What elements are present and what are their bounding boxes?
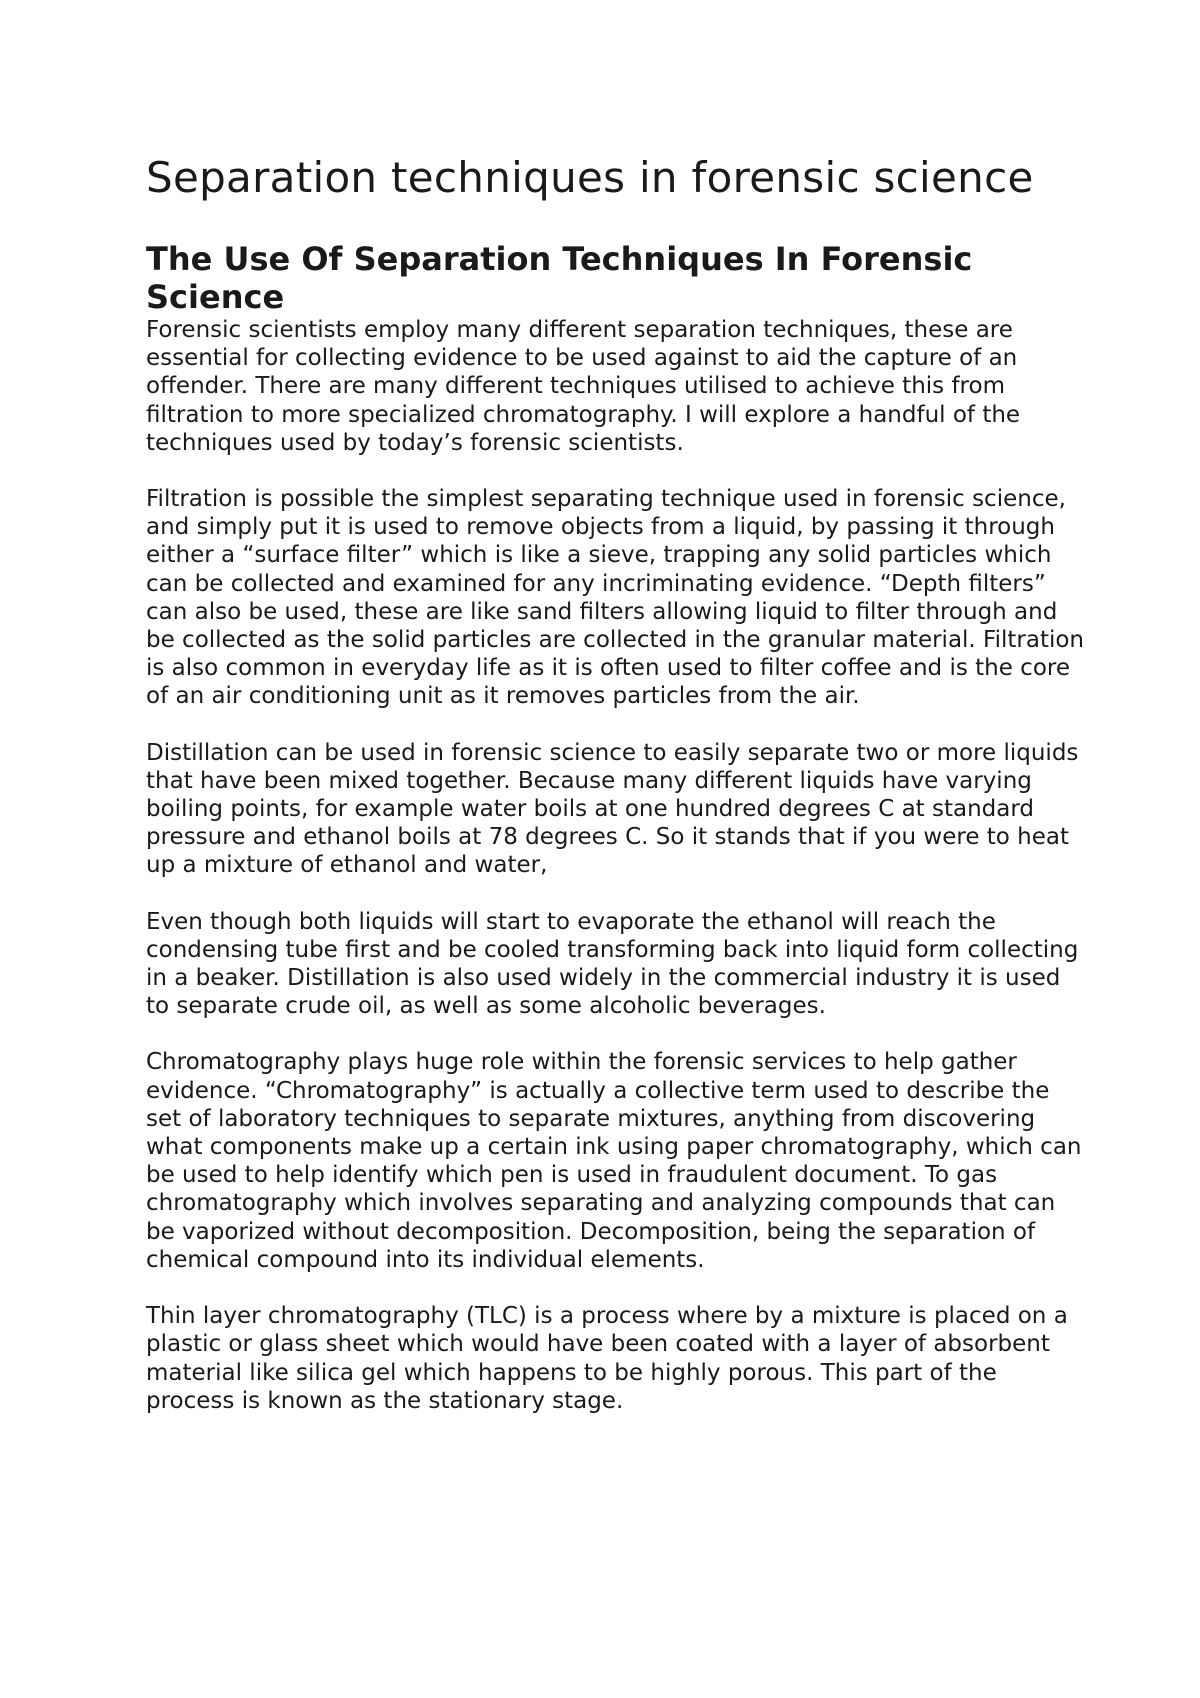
paragraph-distillation-continued: Even though both liquids will start to evaporate the ethanol will reach the condensing tube first and be cooled transforming back into liquid form collecting in a beaker. Distillation is also used widely in the commercial industry it is used to separate crude oil, as well as some alcoholic beverages. [146, 908, 1079, 1020]
document-page [146, 150, 1086, 1443]
document-title: Separation techniques in forensic science [146, 153, 1034, 202]
paragraph-filtration: Filtration is possible the simplest separating technique used in forensic science, and simply put it is used to remove objects from a liquid, by passing it through either a “surface filter” which is like a sieve, trapping any solid particles which can be collected and examined for any incriminating evidence. “Depth filters” can also be used, these are like sand filters allowing liquid to filter through and be collected as the solid particles are collected in the granular material. Filtration is also common in everyday life as it is often used to filter coffee and is the core of an air conditioning unit as it removes particles from the air. [146, 486, 1085, 710]
section-heading: The Use Of Separation Techniques In Forensic Science [146, 240, 973, 316]
paragraph-chromatography: Chromatography plays huge role within the forensic services to help gather evidence. “Chromatography” is actually a collective term used to describe the set of laboratory techniques to separate mixtures, anything from discovering what components make up a certain ink using paper chromatography, which can be used to help identify which pen is used in fraudulent document. To gas chromatography which involves separating and analyzing compounds that can be vaporized without decomposition. Decomposition, being the separation of chemical compound into its individual elements. [146, 1049, 1082, 1273]
paragraph-distillation: Distillation can be used in forensic science to easily separate two or more liquids that have been mixed together. Because many different liquids have varying boiling points, for example water boils at one hundred degrees C at standard pressure and ethanol boils at 78 degrees C. So it stands that if you were to heat up a mixture of ethanol and water, [146, 739, 1079, 879]
paragraph-thin-layer-chromatography: Thin layer chromatography (TLC) is a process where by a mixture is placed on a plastic or glass sheet which would have been coated with a layer of absorbent material like silica gel which happens to be highly porous. This part of the process is known as the stationary stage. [146, 1303, 1068, 1414]
paragraph-intro: Forensic scientists employ many different separation techniques, these are essential for collecting evidence to be used against to aid the capture of an offender. There are many different techniques utilised to achieve this from filtration to more specialized chromatography. I will explore a handful of the techniques used by today’s forensic scientists. [146, 317, 1021, 456]
